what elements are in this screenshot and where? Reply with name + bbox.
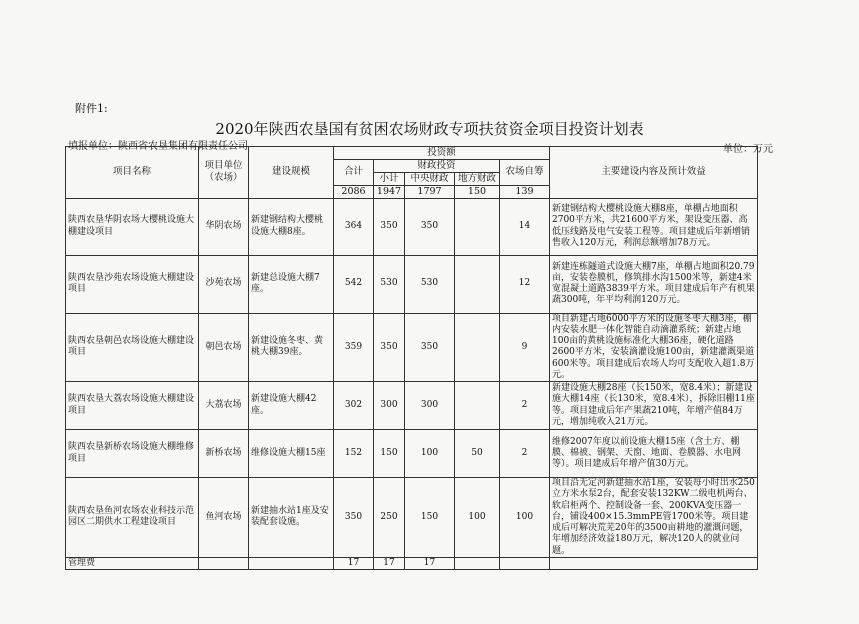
cell-central: 300 <box>405 382 455 430</box>
cell-scale: 新建钢结构大樱桃设施大棚8座。 <box>249 198 334 255</box>
table-row <box>66 255 758 313</box>
cell-scale <box>249 557 334 569</box>
cell-unit: 新桥农场 <box>199 430 249 478</box>
cell-self: 100 <box>500 478 550 558</box>
cell-total: 364 <box>334 198 374 255</box>
header-central-value: 1797 <box>405 185 455 198</box>
cell-self: 2 <box>500 382 550 430</box>
header-local-value: 150 <box>455 185 500 198</box>
cell-subtotal: 350 <box>374 313 405 382</box>
table-row <box>66 313 758 382</box>
header-self-value: 139 <box>500 185 550 198</box>
cell-self: 12 <box>500 255 550 313</box>
cell-local <box>455 557 500 569</box>
header-subtotal: 小计 <box>374 172 405 185</box>
cell-scale: 维修设施大棚15座 <box>249 430 334 478</box>
cell-self: 2 <box>500 430 550 478</box>
cell-total: 17 <box>334 557 374 569</box>
header-local: 地方财政 <box>455 172 500 185</box>
investment-table <box>65 146 758 570</box>
cell-name: 陕西农垦大荔农场设施大棚建设项目 <box>66 382 199 430</box>
cell-name: 陕西农垦鱼河农场农业科技示范园区二期供水工程建设项目 <box>66 478 199 558</box>
cell-local: 50 <box>455 430 500 478</box>
cell-scale: 新建设施大棚42座。 <box>249 382 334 430</box>
cell-central: 100 <box>405 430 455 478</box>
cell-desc: 新建设施大棚28座（长150米，宽8.4米）；新建设施大棚14座（长130米，宽8.4米），拆除旧棚11座等。项目建成后年产果蔬210吨，年增产值84万元，增加纯收入21万元。 <box>550 382 758 430</box>
cell-subtotal: 300 <box>374 382 405 430</box>
header-fiscal: 财政投资 <box>374 159 500 172</box>
cell-self: 9 <box>500 313 550 382</box>
cell-central: 350 <box>405 198 455 255</box>
unit-label: 单位：万元 <box>723 144 773 155</box>
table-row <box>66 382 758 430</box>
cell-self: 14 <box>500 198 550 255</box>
cell-central: 350 <box>405 313 455 382</box>
cell-unit: 朝邑农场 <box>199 313 249 382</box>
cell-central: 530 <box>405 255 455 313</box>
cell-unit: 沙苑农场 <box>199 255 249 313</box>
cell-name: 陕西农垦沙苑农场设施大棚建设项目 <box>66 255 199 313</box>
cell-total: 359 <box>334 313 374 382</box>
header-total-value: 2086 <box>334 185 374 198</box>
cell-subtotal: 17 <box>374 557 405 569</box>
cell-local <box>455 382 500 430</box>
cell-local <box>455 313 500 382</box>
cell-total: 350 <box>334 478 374 558</box>
table-row <box>66 557 758 569</box>
cell-name: 陕西农垦华阴农场大樱桃设施大棚建设项目 <box>66 198 199 255</box>
cell-scale: 新建设施冬枣、黄桃大棚39座。 <box>249 313 334 382</box>
cell-self <box>500 557 550 569</box>
table-row <box>66 430 758 478</box>
cell-unit: 大荔农场 <box>199 382 249 430</box>
header-scale: 建设规模 <box>249 147 334 199</box>
cell-desc: 新建连栋隧道式设施大棚7座，单棚占地面积20.79亩，安装卷膜机，修筑排水沟1500米等，新建4米宽混凝土道路3839平方米。项目建成后年产有机果蔬300吨，年平均利润120万元。 <box>550 255 758 313</box>
cell-desc: 项目沿无定河新建抽水站1座，安装每小时出水250立方米水泵2台，配套安装132KW二级电机两台、软启柜两个、控制设备一套、200KVA变压器一台，铺设400×15.3mmPE管1700米等。项目建成后可解决荒芜20年的3500亩耕地的灌溉问题，年增加经济效益180万元，解决120人的就业问题。 <box>550 478 758 558</box>
cell-local <box>455 198 500 255</box>
cell-subtotal: 530 <box>374 255 405 313</box>
header-invest: 投资额 <box>334 147 550 160</box>
cell-name: 管理费 <box>66 557 199 569</box>
header-desc: 主要建设内容及预计效益 <box>550 147 758 199</box>
table-row <box>66 198 758 255</box>
cell-desc: 项目新建占地6000平方米的设施冬枣大棚3座，棚内安装水肥一体化智能自动滴灌系统；新建占地100亩的黄桃设施标准化大棚36座，硬化道路2600平方米，安装滴灌设施100亩，新建灌溉渠道600米等。项目建成后农场人均可支配收入超1.8万元。 <box>550 313 758 382</box>
cell-desc <box>550 557 758 569</box>
cell-name: 陕西农垦新桥农场设施大棚维修项目 <box>66 430 199 478</box>
cell-total: 302 <box>334 382 374 430</box>
cell-desc: 维修2007年度以前设施大棚15座（含土方、棚膜、棉被、钢架、天窗、地面、卷膜器、水电网等）。项目建成后年增产值30万元。 <box>550 430 758 478</box>
cell-scale: 新建总设施大棚7座。 <box>249 255 334 313</box>
page-title: 2020年陕西农垦国有贫困农场财政专项扶贫资金项目投资计划表 <box>215 120 644 138</box>
cell-local <box>455 255 500 313</box>
header-unit: 项目单位（农场） <box>199 147 249 199</box>
cell-subtotal: 350 <box>374 198 405 255</box>
cell-central: 17 <box>405 557 455 569</box>
cell-unit: 鱼河农场 <box>199 478 249 558</box>
cell-name: 陕西农垦朝邑农场设施大棚建设项目 <box>66 313 199 382</box>
cell-total: 542 <box>334 255 374 313</box>
header-self: 农场自筹 <box>500 159 550 185</box>
cell-local: 100 <box>455 478 500 558</box>
header-central: 中央财政 <box>405 172 455 185</box>
cell-central: 150 <box>405 478 455 558</box>
header-name: 项目名称 <box>66 147 199 199</box>
cell-scale: 新建抽水站1座及安装配套设施。 <box>249 478 334 558</box>
cell-desc: 新建钢结构大樱桃设施大棚8座，单棚占地面积2700平方米，共21600平方米，架设变压器、高低压线路及电气安装工程等。项目建成后年新增销售收入120万元，利润总额增加78万元。 <box>550 198 758 255</box>
header-subtotal-value: 1947 <box>374 185 405 198</box>
cell-total: 152 <box>334 430 374 478</box>
cell-subtotal: 150 <box>374 430 405 478</box>
table-row <box>66 478 758 558</box>
cell-unit <box>199 557 249 569</box>
cell-subtotal: 250 <box>374 478 405 558</box>
reporting-unit: 填报单位：陕西省农垦集团有限责任公司 <box>68 141 248 152</box>
header-total: 合计 <box>334 159 374 185</box>
cell-unit: 华阴农场 <box>199 198 249 255</box>
annex-label: 附件1: <box>75 102 108 115</box>
